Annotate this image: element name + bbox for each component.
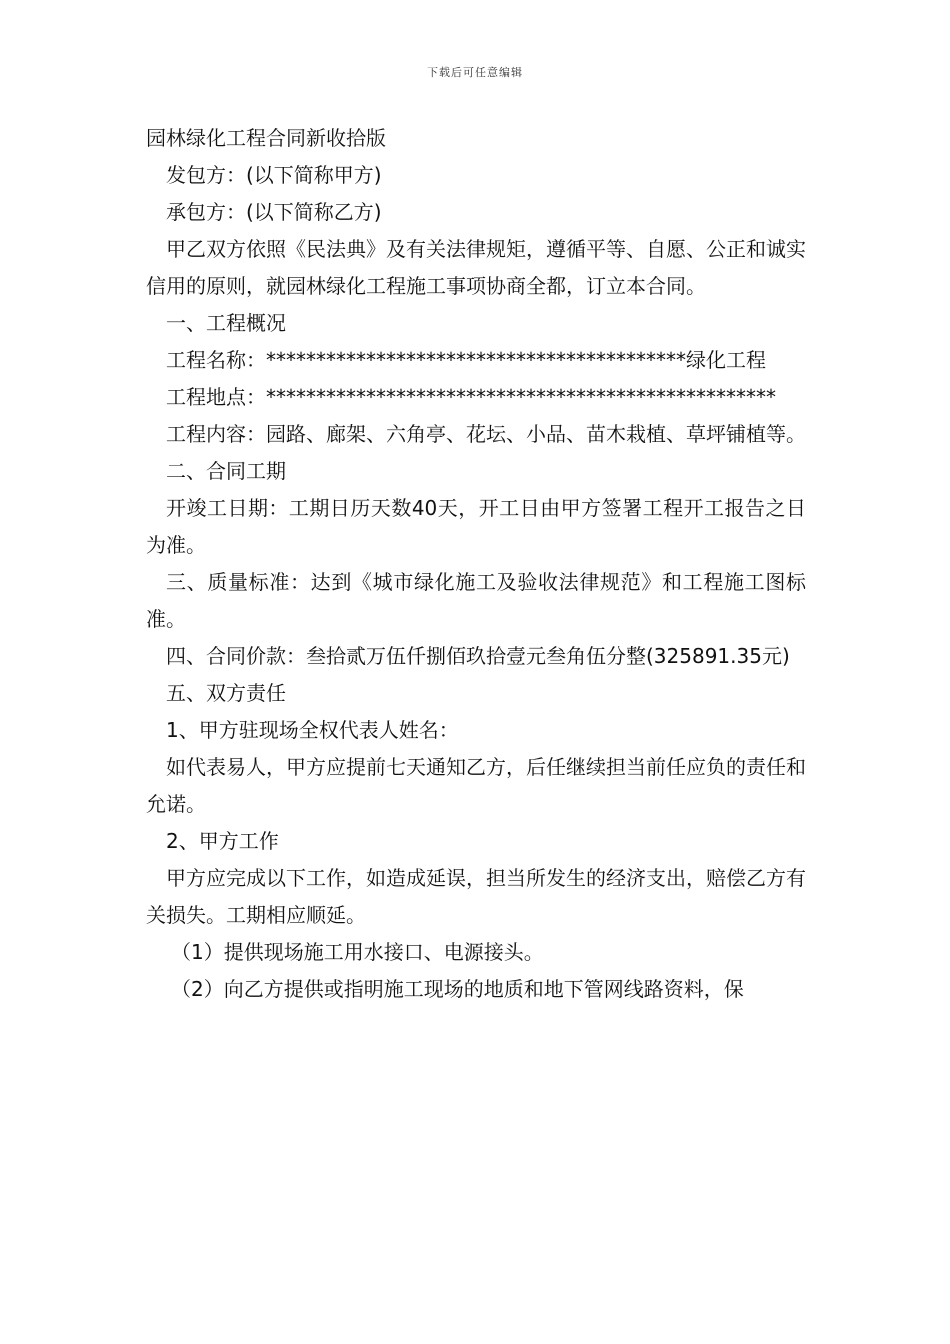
quality-standard-paragraph: 三、质量标准：达到《城市绿化施工及验收法律规范》和工程施工图标准。 bbox=[146, 570, 806, 631]
contract-price-paragraph: 四、合同价款：叁拾贰万伍仟捌佰玖拾壹元叁角伍分整(325891.35元) bbox=[166, 644, 790, 668]
party-a-representative-line: 1、甲方驻现场全权代表人姓名： bbox=[166, 718, 459, 742]
document-title: 园林绿化工程合同新收拾版 bbox=[146, 126, 386, 150]
party-b-line: 承包方：(以下简称乙方) bbox=[166, 200, 382, 224]
section-heading-overview: 一、工程概况 bbox=[166, 311, 286, 335]
project-name-line: 工程名称：******************************************绿化工程 bbox=[166, 348, 766, 372]
party-a-work-heading: 2、甲方工作 bbox=[166, 829, 279, 853]
list-item: （1）提供现场施工用水接口、电源接头。 bbox=[171, 940, 544, 964]
party-a-work-paragraph: 甲方应完成以下工作，如造成延误，担当所发生的经济支出，赔偿乙方有关损失。工期相应顺延。 bbox=[146, 866, 806, 927]
schedule-paragraph: 开竣工日期：工期日历天数40天，开工日由甲方签署工程开工报告之日为准。 bbox=[146, 496, 806, 557]
list-item: （2）向乙方提供或指明施工现场的地质和地下管网线路资料，保 bbox=[171, 977, 744, 1001]
section-heading-period: 二、合同工期 bbox=[166, 459, 286, 483]
preamble-paragraph: 甲乙双方依照《民法典》及有关法律规矩，遵循平等、自愿、公正和诚实信用的原则，就园林绿化工程施工事项协商全都，订立本合同。 bbox=[146, 237, 806, 298]
party-a-line: 发包方：(以下简称甲方) bbox=[166, 163, 382, 187]
project-location-line: 工程地点：*************************************************** bbox=[166, 385, 776, 409]
section-heading-responsibilities: 五、双方责任 bbox=[166, 681, 286, 705]
project-content-line: 工程内容：园路、廊架、六角亭、花坛、小品、苗木栽植、草坪铺植等。 bbox=[166, 422, 806, 446]
page-header-note: 下载后可任意编辑 bbox=[427, 66, 523, 79]
representative-change-paragraph: 如代表易人，甲方应提前七天通知乙方，后任继续担当前任应负的责任和允诺。 bbox=[146, 755, 806, 816]
document-body bbox=[146, 120, 806, 1008]
